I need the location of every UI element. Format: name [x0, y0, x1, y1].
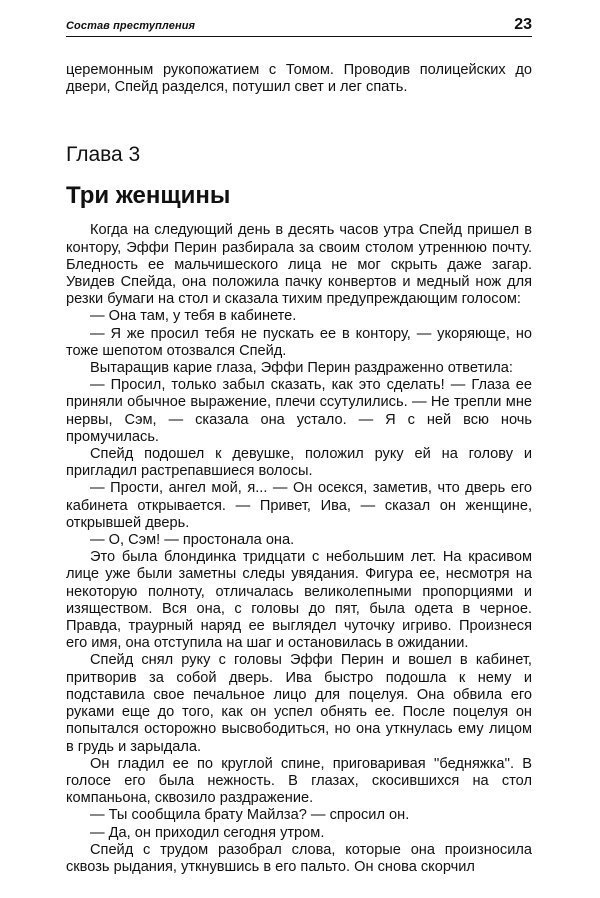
paragraph: Когда на следующий день в десять часов утра Спейд пришел в контору, Эффи Перин разбирала за своим столом утреннюю почту. Бледность ее мальчишеского лица не мог скрыть даже загар. Увидев Спейда, она положила пачку конвертов и медный нож для резки бумаги на стол и сказала тихим предупреждающим голосом: [66, 222, 532, 308]
continuation-text [66, 62, 532, 96]
paragraph: — Просил, только забыл сказать, как это сделать! — Глаза ее приняли обычное выражение, плечи ссутулились. — Не трепли мне нервы, Сэм, — сказала она устало. — Я с ней всю ночь промучилась. [66, 377, 532, 445]
paragraph: — Она там, у тебя в кабинете. [90, 308, 297, 325]
paragraph: Спейд подошел к девушке, положил руку ей на голову и пригладил растрепавшиеся волосы. [66, 446, 532, 480]
paragraph: Спейд с трудом разобрал слова, которые она произносила сквозь рыдания, уткнувшись в его пальто. Он снова скорчил [66, 841, 532, 875]
running-title: Состав преступления [66, 20, 196, 32]
chapter-label: Глава 3 [66, 143, 141, 167]
paragraph: — Ты сообщила брату Майлза? — спросил он. [90, 807, 410, 824]
paragraph: — Я же просил тебя не пускать ее в контору, — укоряюще, но тоже шепотом отозвался Спейд. [66, 325, 532, 359]
paragraph: — Да, он приходил сегодня утром. [90, 824, 325, 841]
chapter-title: Три женщины [66, 182, 231, 210]
paragraph: — Прости, ангел мой, я... — Он осекся, заметив, что дверь его кабинета открывается. — Привет, Ива, — сказал он женщине, открывшей дверь. [66, 480, 532, 531]
book-page [66, 14, 532, 876]
continuation-paragraph: церемонным рукопожатием с Томом. Проводив полицейских до двери, Спейд разделся, потушил свет и лег спать. [66, 62, 532, 96]
chapter-body [66, 222, 532, 876]
running-header [66, 14, 532, 37]
paragraph: — О, Сэм! — простонала она. [90, 532, 295, 549]
paragraph: Он гладил ее по круглой спине, приговаривая ''бедняжка''. В голосе его была нежность. В глазах, скосившихся на стол компаньона, сквозило раздражение. [66, 755, 532, 807]
paragraph: Вытаращив карие глаза, Эффи Перин раздраженно ответила: [90, 360, 513, 377]
paragraph: Спейд снял руку с головы Эффи Перин и вошел в кабинет, притворив за собой дверь. Ива быстро подошла к нему и подставила свое печальное лицо для поцелуя. Она обвила его руками еще до того, как он успел обнять ее. После поцелуя он попытался осторожно высвободиться, но она уткнулась ему лицом в грудь и зарыдала. [66, 652, 532, 755]
page-number: 23 [514, 16, 532, 33]
paragraph: Это была блондинка тридцати с небольшим лет. На красивом лице уже были заметны следы увядания. Фигура ее, несмотря на некоторую полноту, отличалась великолепными пропорциями и изяществом. Вся она, с головы до пят, была одета в черное. Правда, траурный наряд ее выглядел чуточку игриво. Произнеся его имя, она отступила на шаг и остановилась в ожидании. [66, 549, 532, 652]
